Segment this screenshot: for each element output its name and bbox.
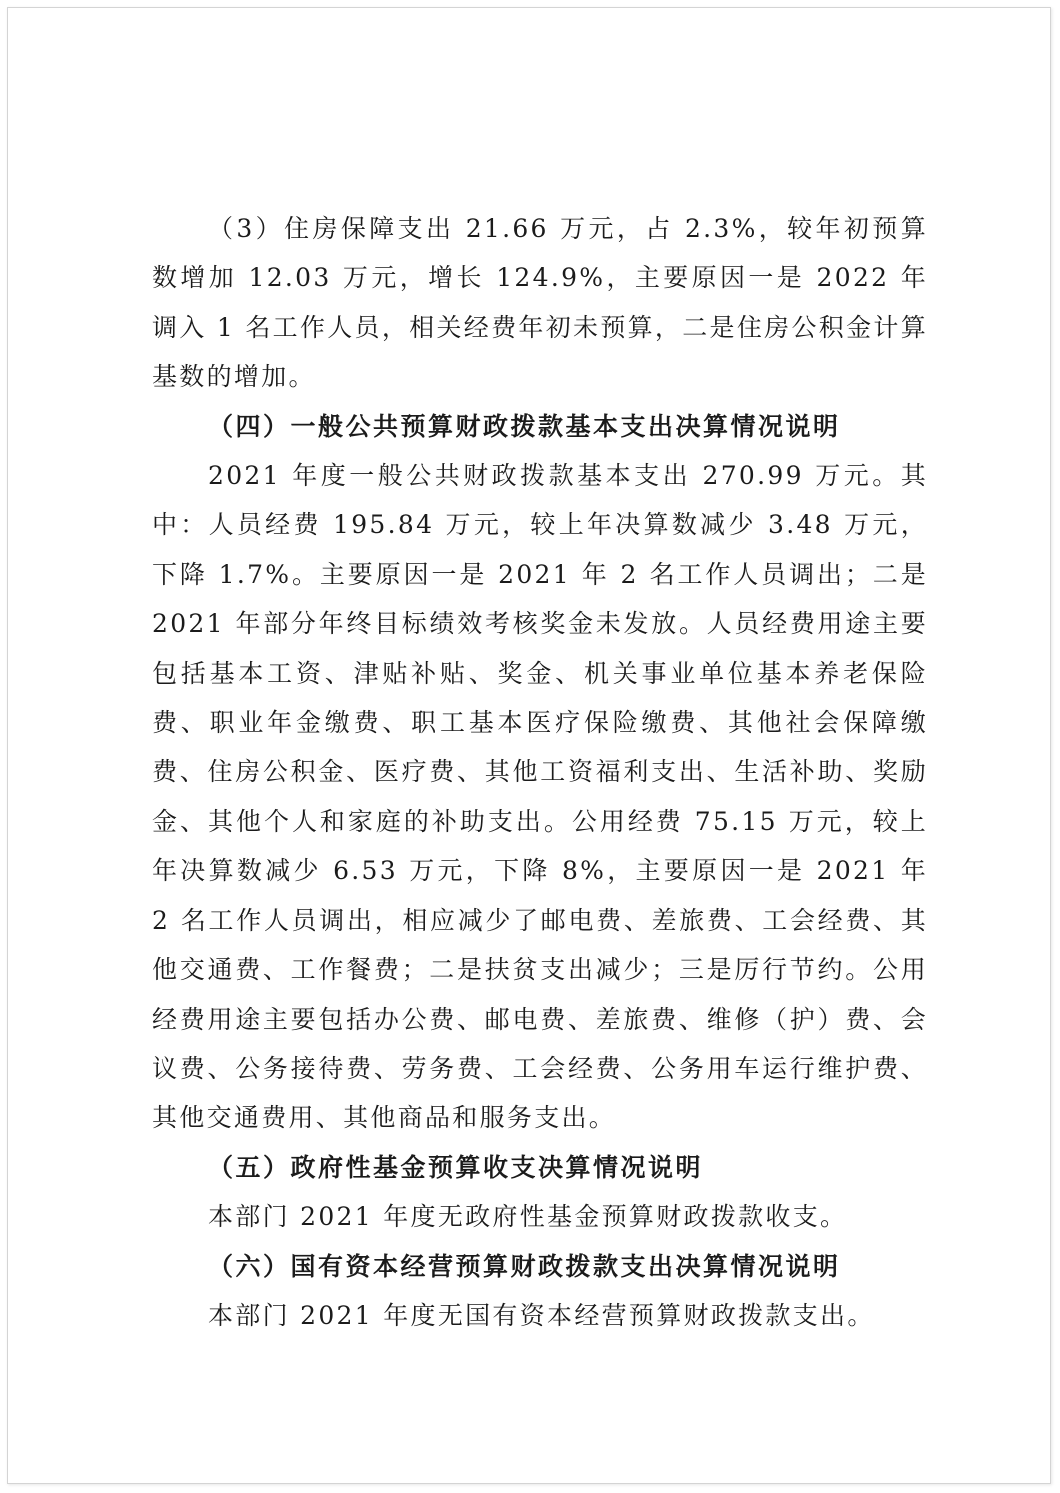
- section-six-heading: （六）国有资本经营预算财政拨款支出决算情况说明: [208, 1251, 841, 1281]
- document-body: [152, 204, 928, 1340]
- document-page: [7, 7, 1051, 1484]
- section-five-heading: （五）政府性基金预算收支决算情况说明: [208, 1152, 704, 1182]
- housing-security-expense-paragraph: （3）住房保障支出 21.66 万元，占 2.3%，较年初预算数增加 12.03 万元，增长 124.9%，主要原因一是 2022 年调入 1 名工作人员，相关经费年初未预算，二是住房公积金计算基数的增加。: [152, 214, 928, 392]
- state-capital-paragraph: 本部门 2021 年度无国有资本经营预算财政拨款支出。: [208, 1300, 875, 1330]
- basic-expenditure-paragraph: 2021 年度一般公共财政拨款基本支出 270.99 万元。其中：人员经费 195.84 万元，较上年决算数减少 3.48 万元，下降 1.7%。主要原因一是 2021 年 2 名工作人员调出；二是 2021 年部分年终目标绩效考核奖金未发放。人员经费用途主要包括基本工资、津贴补贴、奖金、机关事业单位基本养老保险费、职业年金缴费、职工基本医疗保险缴费、其他社会保障缴费、住房公积金、医疗费、其他工资福利支出、生活补助、奖励金、其他个人和家庭的补助支出。公用经费 75.15 万元，较上年决算数减少 6.53 万元，下降 8%，主要原因一是 2021 年 2 名工作人员调出，相应减少了邮电费、差旅费、工会经费、其他交通费、工作餐费；二是扶贫支出减少；三是厉行节约。公用经费用途主要包括办公费、邮电费、差旅费、维修（护）费、会议费、公务接待费、劳务费、工会经费、公务用车运行维护费、其他交通费用、其他商品和服务支出。: [152, 461, 928, 1133]
- government-fund-paragraph: 本部门 2021 年度无政府性基金预算财政拨款收支。: [208, 1202, 848, 1232]
- section-four-heading: （四）一般公共预算财政拨款基本支出决算情况说明: [208, 411, 841, 441]
